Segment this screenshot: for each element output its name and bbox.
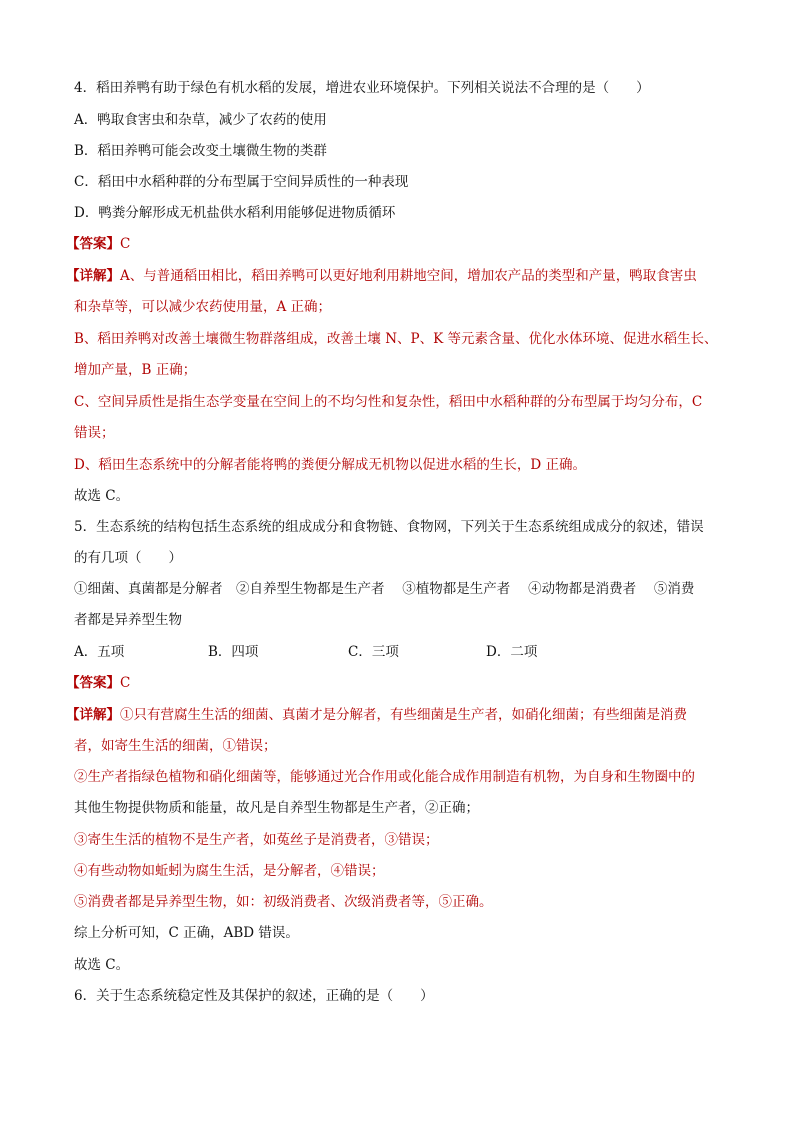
q5-conclusion: 故选 C。 [74, 957, 130, 973]
q5-answer-label: 【答案】 [66, 675, 120, 691]
q5-option-a: A．五项 [74, 644, 125, 660]
q4-detail-label: 【详解】 [66, 268, 120, 284]
q4-option-d: D．鸭粪分解形成无机盐供水稻利用能够促进物质循环 [74, 205, 396, 221]
q4-detail-line-7: D、稻田生态系统中的分解者能将鸭的粪便分解成无机物以促进水稻的生长，D 正确。 [74, 457, 586, 473]
q4-detail-line-6: 错误； [74, 425, 115, 441]
q4-detail-line-2: 和杂草等，可以减少农药使用量，A 正确； [74, 299, 332, 315]
q5-statements-line-1: ①细菌、真菌都是分解者 ②自养型生物都是生产者 ③植物都是生产者 ④动物都是消费者 ⑤消费 [74, 581, 695, 597]
q5-option-c: C．三项 [348, 644, 399, 660]
q5-summary: 综上分析可知，C 正确，ABD 错误。 [74, 925, 299, 941]
q4-answer-value: C [120, 236, 131, 252]
q5-answer-value: C [120, 675, 131, 691]
q4-option-b: B．稻田养鸭可能会改变土壤微生物的类群 [74, 143, 327, 159]
q4-option-c: C．稻田中水稻种群的分布型属于空间异质性的一种表现 [74, 174, 409, 190]
q5-option-b: B．四项 [208, 644, 259, 660]
q5-detail-line-7: ⑤消费者都是异养型生物，如：初级消费者、次级消费者等，⑤正确。 [74, 894, 493, 910]
q4-option-a: A．鸭取食害虫和杂草，减少了农药的使用 [74, 112, 327, 128]
q5-detail-label: 【详解】 [66, 707, 120, 723]
q4-detail-line-4: 增加产量，B 正确； [74, 362, 197, 378]
q4-detail-line-5: C、空间异质性是指生态学变量在空间上的不均匀性和复杂性，稻田中水稻种群的分布型属于均匀分布，C [74, 394, 703, 410]
q4-answer [66, 234, 130, 254]
q5-stem-line-2: 的有几项（ ） [74, 550, 182, 566]
q4-detail-line-1 [66, 266, 697, 286]
q4-detail-line-3: B、稻田养鸭对改善土壤微生物群落组成，改善土壤 N、P、K 等元素含量、优化水体环境、促进水稻生长、 [74, 331, 718, 347]
q5-detail-text: ①只有营腐生生活的细菌、真菌才是分解者，有些细菌是生产者，如硝化细菌；有些细菌是消费 [120, 707, 687, 723]
q5-detail-line-4: 其他生物提供物质和能量，故凡是自养型生物都是生产者，②正确； [74, 800, 479, 816]
q5-detail-line-6: ④有些动物如蚯蚓为腐生生活，是分解者，④错误； [74, 863, 385, 879]
q4-stem: 4．稻田养鸭有助于绿色有机水稻的发展，增进农业环境保护。下列相关说法不合理的是（ ） [74, 80, 650, 96]
q5-options [74, 642, 537, 662]
q5-detail-line-1 [66, 705, 687, 725]
q6-stem: 6．关于生态系统稳定性及其保护的叙述，正确的是（ ） [74, 988, 434, 1004]
q5-option-d: D．二项 [486, 644, 538, 660]
q4-answer-label: 【答案】 [66, 236, 120, 252]
q5-statements-line-2: 者都是异养型生物 [74, 612, 182, 628]
q5-detail-line-5: ③寄生生活的植物不是生产者，如菟丝子是消费者，③错误； [74, 832, 439, 848]
q5-stem-line-1: 5．生态系统的结构包括生态系统的组成成分和食物链、食物网，下列关于生态系统组成成分的叙述，错误 [74, 519, 704, 535]
q5-detail-line-3: ②生产者指绿色植物和硝化细菌等，能够通过光合作用或化能合成作用制造有机物，为自身和生物圈中的 [74, 769, 695, 785]
q4-conclusion: 故选 C。 [74, 488, 130, 504]
q4-detail-text: A、与普通稻田相比，稻田养鸭可以更好地利用耕地空间，增加农产品的类型和产量，鸭取食害虫 [120, 268, 697, 284]
q5-detail-line-2: 者，如寄生生活的细菌，①错误； [74, 738, 277, 754]
q5-answer [66, 673, 130, 693]
